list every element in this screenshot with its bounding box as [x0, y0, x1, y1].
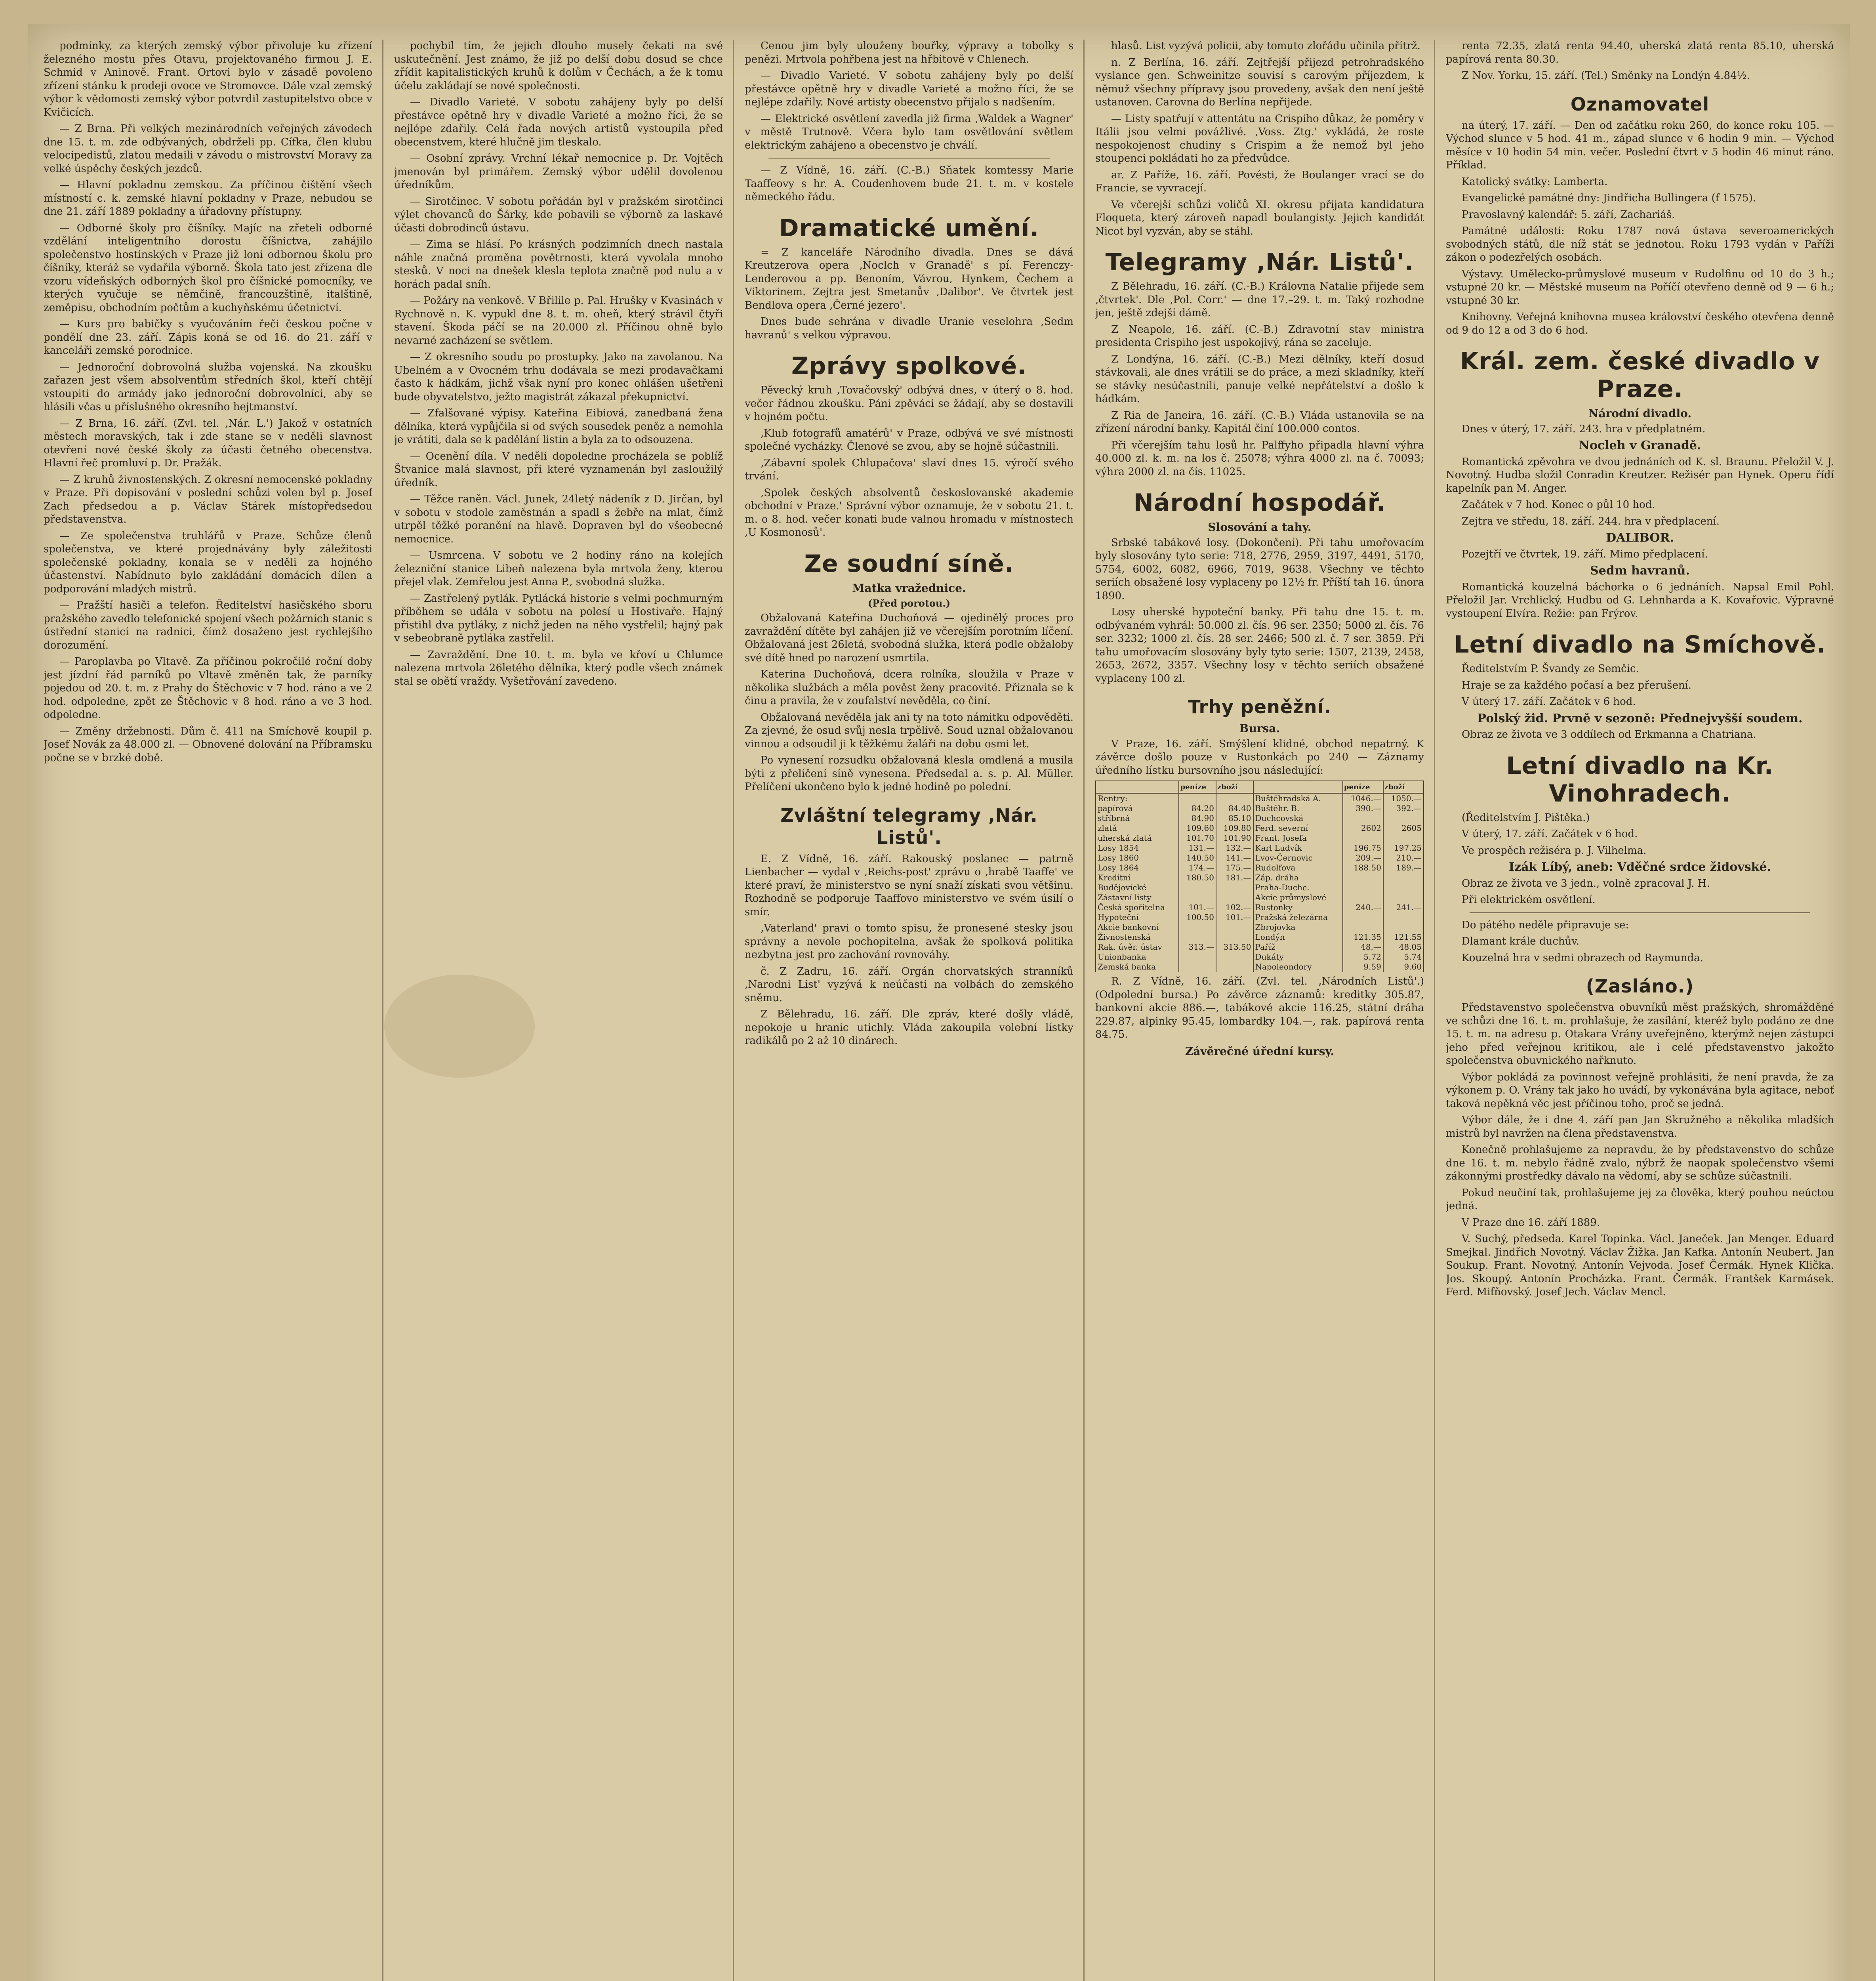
table-cell	[1343, 833, 1383, 843]
theatre-line: Do pátého neděle připravuje se:	[1462, 919, 1629, 931]
theatre-line: Ředitelstvím P. Švandy ze Semčic.	[1462, 663, 1639, 675]
table-cell: Losy 1854	[1096, 843, 1179, 853]
table-cell: 48.05	[1383, 942, 1424, 952]
vienna-exchange: R. Z Vídně, 16. září. (Zvl. tel. ‚Národních Listů'.) (Odpolední bursa.) Po závěrce záznamů: kreditky 305.87, bankovní akcie 886.—, tabákové akcie 116.25, státní dráha 229.87, alpinky 95.45, lombardky 104.—, rak. papírová renta 84.75.	[1095, 975, 1424, 1040]
table-cell: Unionbanka	[1096, 952, 1179, 962]
table-cell: 313.50	[1216, 942, 1253, 952]
article-paragraph: = Z kanceláře Národního divadla. Dnes se dává Kreutzerova opera ‚Noclch v Granadě' s pí. Ferenczy-Lenderovou a pp. Benoním, Vávrou, Hynkem, Čechem a Viktorinem. Zejtra jest Smetanův ‚Dalibor'. Ve čtvrtek jest Bendlova opera ‚Černé jezero'.	[745, 246, 1073, 311]
section-title-zvlastni: Zvláštní telegramy ‚Nár. Listů'.	[780, 804, 1038, 848]
table-cell: 131.—	[1179, 843, 1216, 853]
table-cell: 181.—	[1216, 873, 1253, 883]
table-cell	[1179, 922, 1216, 932]
article-paragraph: Katerina Duchoňová, dcera rolníka, sloužila v Praze v několika službách a měla pověst ženy pracovité. Přiznala se k činu a pravila, že v zoufalství nevěděla, co činí.	[745, 668, 1073, 707]
article-paragraph: — Listy spatřují v attentátu na Crispiho důkaz, že poměry v Itálii jsou velmi povážlivé. ‚Voss. Ztg.' vykládá, že roste nespokojenost chudiny s Crispim a že nemož byl jeho stoupenci pokládati ho za předvůdce.	[1095, 113, 1424, 164]
table-row	[1096, 893, 1424, 903]
table-cell: 196.75	[1343, 843, 1383, 853]
section-subtitle: Slosování a tahy.	[1208, 521, 1312, 534]
table-cell: 9.59	[1343, 962, 1383, 972]
article-paragraph: podmínky, za kterých zemský výbor přivoluje ku zřízení železného mostu přes Otavu, projektovaného firmou J. E. Schmid v Aninově. Frant. Ortovi bylo v zásadě povoleno zřízení stánku k prodeji ovoce ve Stromovce. Dále vzal zemský výbor k vědomosti zemský výbor potvrdil zastupitelstvo obce v Kvičicích.	[44, 40, 372, 118]
article-paragraph: — Divadlo Varieté. V sobotu zahájeny byly po delší přestávce opětně hry v divadle Varieté a možno říci, že se nejlépe zdařily. Celá řada nových artistů vystoupila před obecenstvem, které hlučně jim tleskalo.	[394, 96, 723, 148]
telegram-paragraph: Při včerejším tahu losů hr. Palffyho připadla hlavní výhra 40.000 zl. k. m. na los č. 25078; výhra 4000 zl. na č. 70093; výhra 2000 zl. na čís. 11025.	[1095, 439, 1424, 478]
table-cell: Buštěhr. B.	[1253, 803, 1343, 813]
theatre-title-vinohrady: Letní divadlo na Kr. Vinohradech.	[1506, 752, 1774, 807]
notice-paragraph: Výstavy. Umělecko-průmyslové museum v Rudolfinu od 10 do 3 h.; vstupné 20 kr. — Městské museum na Poříčí otevřeno denně od 9 — 6 h.; vstupné 30 kr.	[1446, 268, 1834, 307]
table-cell: 209.—	[1343, 853, 1383, 863]
table-cell: 175.—	[1216, 863, 1253, 873]
table-row	[1096, 922, 1424, 932]
table-cell: 5.72	[1343, 952, 1383, 962]
table-cell: papírová	[1096, 803, 1179, 813]
notice-paragraph: Knihovny. Veřejná knihovna musea království českého otevřena denně od 9 do 12 a od 3 do 6 hod.	[1446, 311, 1834, 336]
table-row	[1096, 912, 1424, 922]
theatre-line: Sedm havranů.	[1590, 564, 1690, 578]
table-cell: uherská zlatá	[1096, 833, 1179, 843]
table-cell: Napoleondory	[1253, 962, 1343, 972]
table-cell: 2602	[1343, 823, 1383, 833]
table-cell	[1216, 893, 1253, 903]
bursa-text: V Praze, 16. září. Smýšlení klidné, obchod nepatrný. K závěrce došlo pouze v Rustonkách po 240 — Záznamy úředního lístku bursovního jsou následující:	[1095, 738, 1424, 777]
table-cell: Pražská železárna	[1253, 912, 1343, 922]
article-paragraph: n. Z Berlína, 16. září. Zejtřejší přijezd petrohradského vyslance gen. Schweinitze souvisí s carovým příjezdem, k němuž všechny přípravy jsou provedeny, avšak den není ještě ustanoven. Carovna do Berlína nepřijede.	[1095, 56, 1424, 108]
exchange-table	[1095, 781, 1424, 972]
table-header: peníze	[1179, 781, 1216, 793]
table-cell: 240.—	[1343, 903, 1383, 912]
table-row	[1096, 942, 1424, 952]
column-rule	[1434, 40, 1435, 1981]
table-cell: 121.35	[1343, 932, 1383, 942]
table-cell: Budějovické	[1096, 883, 1179, 893]
table-cell: 197.25	[1383, 843, 1424, 853]
article-paragraph: — Těžce raněn. Václ. Junek, 24letý nádeník z D. Jirčan, byl v sobotu v stodole zaměstnán a spadl s žebře na mlat, čímž utrpěl těžké poranění na hlavě. Dopraven byl do všeobecné nemocnice.	[394, 493, 723, 545]
theatre-line: Obraz ze života ve 3 oddílech od Erkmanna a Chatriana.	[1462, 729, 1756, 740]
table-row	[1096, 883, 1424, 893]
theatre-line: Kouzelná hra v sedmi obrazech od Raymunda.	[1462, 952, 1703, 964]
article-paragraph: — Osobní zprávy. Vrchní lékař nemocnice p. Dr. Vojtěch jmenován byl primářem. Zemský výbor udělil dovolenou úředníkům.	[394, 153, 723, 191]
article-paragraph: hlasů. List vyzývá policii, aby tomuto zlořádu učinila přítrž.	[1111, 40, 1420, 52]
table-cell	[1383, 813, 1424, 823]
table-row	[1096, 962, 1424, 972]
theatre-title-smichov: Letní divadlo na Smíchově.	[1454, 631, 1826, 658]
table-cell: Zemská banka	[1096, 962, 1179, 972]
table-cell: Rustonky	[1253, 903, 1343, 912]
table-cell	[1383, 912, 1424, 922]
article-paragraph: — Zfalšované výpisy. Kateřina Eibiová, zanedbaná žena dělníka, která vypůjčila si od svých sousedek peněz a nemohla je vrátiti, dala se k padělání listin a byla za to odsouzena.	[394, 407, 723, 446]
theatre-line: Zejtra ve středu, 18. září. 244. hra v předplacení.	[1462, 515, 1720, 527]
table-cell: Praha-Duchc.	[1253, 883, 1343, 893]
article-paragraph: — Hlavní pokladnu zemskou. Za příčinou čištění všech místností c. k. zemské hlavní pokladny v Praze, nebudou se dne 21. září 1889 pokladny a úřadovny přístupny.	[44, 179, 372, 218]
column-5	[1446, 40, 1834, 1981]
article-note: (Před porotou.)	[867, 597, 951, 609]
table-cell: Dukáty	[1253, 952, 1343, 962]
article-paragraph: — Zastřelený pytlák. Pytlácká historie s velmi pochmurným příběhem se udála v sobotu na polesí u Hostivaře. Hajný přistihl dva pytláky, z nichž jeden na něho vystřelil; hajný pak v sebeobraně pytláka zastřelil.	[394, 592, 723, 644]
theatre-line: Dnes v úterý, 17. září. 243. hra v předplatném.	[1462, 423, 1706, 435]
article-paragraph: — Z Brna. Při velkých mezinárodních veřejných závodech dne 15. t. m. zde odbývaných, obdrželi pp. Cífka, člen klubu velocipedistů, zlatou medaili v závodu o mistrovství Moravy za velké úspěchy českých jezdců.	[44, 123, 372, 175]
article-paragraph: Pěvecký kruh ‚Tovačovský' odbývá dnes, v úterý o 8. hod. večer řádnou zkoušku. Páni zpěváci se žádají, aby se dostavili v hojném počtu.	[745, 384, 1073, 423]
table-cell: 48.—	[1343, 942, 1383, 952]
article-paragraph: — Pražští hasiči a telefon. Ředitelství hasičského sboru pražského zavedlo telefonické spojení všech požárních stanic s ústřední stanicí na radnici, čímž dosaženo jest rychlejšího dorozumění.	[44, 599, 372, 651]
notice-paragraph: na úterý, 17. září. — Den od začátku roku 260, do konce roku 105. — Východ slunce v 5 hod. 41 m., západ slunce v 6 hodin 9 min. — Východ měsíce v 10 hodin 54 min. večer. Poslední čtvrt v 5 hodin 46 minut ráno. Příklad.	[1446, 119, 1834, 171]
table-cell	[1179, 883, 1216, 893]
telegram-paragraph: ‚Vaterland' pravi o tomto spisu, že pronesené stesky jsou správny a nevole pochopitelna, avšak že spolková politika nezbytna jest pro zachování rovnováhy.	[745, 922, 1073, 961]
table-cell	[1216, 793, 1253, 803]
table-cell	[1179, 932, 1216, 942]
article-paragraph: Ve včerejší schůzi voličů XI. okresu přijata kandidatura Floqueta, který zároveň napadl boulangisty. Jejich kandidát Nicot byl vyzván, aby se stáhl.	[1095, 198, 1424, 237]
theatre-line: Romantická zpěvohra ve dvou jednáních od K. sl. Braunu. Přeložil V. J. Novotný. Hudba složil Conradin Kreutzer. Režisér pan Hynek. Operu řídí kapelník pan M. Anger.	[1446, 456, 1834, 494]
vienna-note: — Z Vídně, 16. září. (C.-B.) Sňatek komtessy Marie Taaffeovy s hr. A. Coudenhovem bude 21. t. m. v kostele německého řádu.	[745, 164, 1073, 203]
column-3	[745, 40, 1073, 1981]
table-cell: 102.—	[1216, 903, 1253, 912]
table-cell: 109.60	[1179, 823, 1216, 833]
table-cell: Londýn	[1253, 932, 1343, 942]
table-cell	[1343, 883, 1383, 893]
table-cell	[1216, 932, 1253, 942]
table-cell: 84.90	[1179, 813, 1216, 823]
table-cell	[1343, 912, 1383, 922]
article-paragraph: Obžalovaná Kateřina Duchoňová — ojedinělý proces pro zavraždění dítěte byl zahájen již ve včerejším porotním líčení. Obžalovaná jest 26letá, svobodná služka, která podle obžaloby své dítě hned po narození usmrtila.	[745, 612, 1073, 664]
table-cell: 84.40	[1216, 803, 1253, 813]
table-cell: 188.50	[1343, 863, 1383, 873]
article-paragraph: — Jednoroční dobrovolná služba vojenská. Na zkoušku zařazen jest všem absolventům středních škol, kteří chtějí vstoupiti do armády jako jednoroční dobrovolníci, aby se hlásili včas u příslušného okresního hejtmanství.	[44, 361, 372, 413]
article-paragraph: — Sirotčinec. V sobotu pořádán byl v pražském sirotčinci výlet chovanců do Šárky, kde pobavili se výborně za laskavé účasti dobrodinců ústavu.	[394, 195, 723, 234]
article-paragraph: — Z Brna, 16. září. (Zvl. tel. ‚Nár. L.') Jakož v ostatních městech moravských, tak i zde stane se v neděli slavnost otevření nové české školy za účasti četného obecenstva. Hlavní řeč promluví p. Dr. Pražák.	[44, 417, 372, 469]
table-cell: Rudolfova	[1253, 863, 1343, 873]
article-paragraph: — Usmrcena. V sobotu ve 2 hodiny ráno na kolejích železniční stanice Libeň nalezena byla mrtvola ženy, kterou přejel vlak. Zemřelou jest Anna P., svobodná služka.	[394, 550, 723, 588]
table-header: zboží	[1216, 781, 1253, 793]
table-cell: stříbrná	[1096, 813, 1179, 823]
table-cell: Buštěhradská A.	[1253, 793, 1343, 803]
table-cell	[1216, 952, 1253, 962]
table-row	[1096, 803, 1424, 813]
newspaper-page	[28, 24, 1850, 1981]
table-cell: 5.74	[1383, 952, 1424, 962]
article-paragraph: ‚Klub fotografů amatérů' v Praze, odbývá ve své místnosti společné vycházky. Členové se zvou, aby se hojně súčastnili.	[745, 427, 1073, 452]
column-rule	[733, 40, 734, 1981]
table-cell: 189.—	[1383, 863, 1424, 873]
table-cell: Zástavní listy	[1096, 893, 1179, 903]
table-cell	[1343, 813, 1383, 823]
notice-paragraph: Pravoslavný kalendář: 5. září, Zachariáš.	[1462, 208, 1675, 221]
table-cell: 392.—	[1383, 803, 1424, 813]
table-cell: 180.50	[1179, 873, 1216, 883]
table-row	[1096, 903, 1424, 912]
table-cell	[1383, 922, 1424, 932]
table-cell: 390.—	[1343, 803, 1383, 813]
column-4	[1095, 40, 1424, 1981]
table-row	[1096, 952, 1424, 962]
table-cell	[1343, 893, 1383, 903]
table-cell	[1343, 922, 1383, 932]
article-paragraph: — Z kruhů živnostenských. Z okresní nemocenské pokladny v Praze. Při dopisování v poslední schůzi volen byl p. Josef Zach předsedou a p. Václav Stárek místopředsedou představenstva.	[44, 473, 372, 525]
column-2	[394, 40, 723, 1981]
article-paragraph: — Požáry na venkově. V Břilile p. Pal. Hrušky v Kvasinách v Rychnově n. K. vypukl dne 8. t. m. oheň, který strávil čtyři stavení. Škoda páčí se na 20.000 zl. Příčinou ohně bylo nevarné zacházení se světlem.	[394, 295, 723, 347]
article-paragraph: pochybil tím, že jejich dlouho musely čekati na své uskutečnění. Jest známo, že již po delší dobu dosud se chce zřídit kapitalistických kruhů k dolům v Čechách, a že k tomu účelu zakládají se nové společnosti.	[394, 40, 723, 92]
table-cell: Duchcovská	[1253, 813, 1343, 823]
theatre-line: (Ředitelstvím J. Pištěka.)	[1462, 811, 1590, 824]
theatre-line: Začátek v 7 hod. Konec o půl 10 hod.	[1462, 499, 1655, 511]
table-cell: Živnostenská	[1096, 932, 1179, 942]
table-cell: Zbrojovka	[1253, 922, 1343, 932]
section-title-spolky: Zprávy spolkové.	[791, 352, 1027, 380]
table-cell: 85.10	[1216, 813, 1253, 823]
table-cell: Losy 1860	[1096, 853, 1179, 863]
theatre-line: Dlamant krále duchův.	[1462, 935, 1580, 947]
theatre-line: Při elektrickém osvětlení.	[1462, 894, 1596, 906]
table-cell: 101.—	[1216, 912, 1253, 922]
table-cell: Akcie průmyslové	[1253, 893, 1343, 903]
notice-paragraph: Evangelické památné dny: Jindřicha Bullingera (f 1575).	[1462, 192, 1756, 204]
notice-paragraph: Katolický svátky: Lamberta.	[1462, 176, 1608, 188]
article-paragraph: — Paroplavba po Vltavě. Za příčinou pokročilé roční doby jest jízdní řád parníků po Vltavě změněn tak, že parníky pojedou od 20. t. m. z Prahy do Štěchovic v 7 hod. ráno a ve 2 hod. odpoledne, zpět ze Štěchovic v 8 hod. ráno a ve 3 hod. odpoledne.	[44, 656, 372, 721]
section-title-telegramy: Telegramy ‚Nár. Listů'.	[1105, 248, 1414, 276]
table-cell: 210.—	[1383, 853, 1424, 863]
table-row	[1096, 843, 1424, 853]
section-title-oznamovatel: Oznamovatel	[1570, 93, 1710, 115]
article-paragraph: ‚Spolek českých absolventů českoslovanské akademie obchodní v Praze.' Správní výbor oznamuje, že v sobotu 21. t. m. o 8. hod. večer konati bude valnou hromadu v místnostech ‚U Kosmonosů'.	[745, 487, 1073, 538]
telegram-paragraph: Z Londýna, 16. září. (C.-B.) Mezi dělníky, kteří dosud stávkovali, ale dnes vrátili se do práce, a mezi skladníky, kteří se stávky nesúčastnili, panuje velké nepřátelství a došlo k hádkám.	[1095, 353, 1424, 405]
article-paragraph: — Změny držebnosti. Dům č. 411 na Smíchově koupil p. Josef Novák za 48.000 zl. — Obnovené dolování na Příbramsku počne se v brzké době.	[44, 725, 372, 764]
telegram-paragraph: Z Bělehradu, 16. září. (C.-B.) Královna Natalie přijede sem ‚čtvrtek'. Dle ‚Pol. Corr.' — dne 17.–29. t. m. Taký rozhodne jen, ještě zdejší dámě.	[1095, 281, 1424, 319]
article-paragraph: — Elektrické osvětlení zavedla již firma ‚Waldek a Wagner' v městě Trutnově. Včera bylo tam osvětlování světlem elektrickým zahájeno a obecenstvo je chválí.	[745, 113, 1073, 151]
section-subtitle: Bursa.	[1239, 722, 1280, 735]
statement-paragraph: Pokud neučiní tak, prohlašujeme jej za člověka, který pouhou neúctou jedná.	[1446, 1187, 1834, 1212]
telegram-paragraph: Z Bělehradu, 16. září. Dle zpráv, které došly vládě, nepokoje u hranic utichly. Vláda zakoupila volební lístky radikálů po 2 až 10 dinárech.	[745, 1008, 1073, 1047]
table-cell: 241.—	[1383, 903, 1424, 912]
article-paragraph: Obžalovaná nevěděla jak ani ty na toto námitku odpověděti. Za zjevné, že osud svůj nesla trpělivě. Soud uznal obžalovanou vinnou a odsoudil ji k těžkému žaláři na dobu osmi let.	[745, 711, 1073, 750]
article-paragraph: — Divadlo Varieté. V sobotu zahájeny byly po delší přestávce opětně hry v divadle Varieté a možno říci, že se nejlépe zdařily. Nové artisty obecenstvo přijalo s nadšením.	[745, 70, 1073, 108]
table-cell: Paříž	[1253, 942, 1343, 952]
table-cell: Záp. dráha	[1253, 873, 1343, 883]
table-cell: Karl Ludvík	[1253, 843, 1343, 853]
article-paragraph: Losy uherské hypoteční banky. Při tahu dne 15. t. m. odbývaném vyhrál: 50.000 zl. čís. 96 ser. 2350; 5000 zl. čís. 76 ser. 3232; 1000 zl. čís. 28 ser. 2466; 500 zl. č. 7 ser. 3859. Při tahu umořovacím slosovány byly tyto serie: 1507, 2139, 2458, 2653, 2672, 3357. Všechny losy v těchto seriích obsažené vyplaceny 100 zl.	[1095, 606, 1424, 685]
table-cell: 1050.—	[1383, 793, 1424, 803]
section-subtitle: Závěrečné úřední kursy.	[1185, 1044, 1335, 1058]
article-paragraph: Srbské tabákové losy. (Dokončení). Při tahu umořovacím byly slosovány tyto serie: 718, 2776, 2959, 3197, 4491, 5170, 5754, 6002, 6082, 6966, 7019, 9638. Všechny ve těchto seriích obsažené losy vyplaceny po 12½ fr. Příští tah 16. února 1890.	[1095, 536, 1424, 602]
table-cell	[1179, 793, 1216, 803]
table-cell: Rentry:	[1096, 793, 1179, 803]
column-rule	[1083, 40, 1085, 1981]
article-paragraph: Po vynesení rozsudku obžalovaná klesla omdlená a musila býti z přelíčení síně vynesena. Předsedal a. s. p. Al. Müller. Přelíčení ukončeno bylo k jedné hodině po polední.	[745, 754, 1073, 793]
telegram-paragraph: č. Z Zadru, 16. září. Orgán chorvatských stranníků ‚Narodni List' vyzývá k neúčasti na volbách do zemského sněmu.	[745, 965, 1073, 1004]
article-paragraph: Cenou jim byly ulouženy bouřky, výpravy a tobolky s penězi. Mrtvola pohřbena jest na hřbitově v Chlenech.	[745, 40, 1073, 65]
table-cell: Česká spořitelna	[1096, 903, 1179, 912]
table-cell	[1216, 962, 1253, 972]
table-cell	[1383, 893, 1424, 903]
table-cell: 132.—	[1216, 843, 1253, 853]
table-cell: Ferd. severní	[1253, 823, 1343, 833]
table-cell: Frant. Josefa	[1253, 833, 1343, 843]
table-cell	[1216, 922, 1253, 932]
statement-paragraph: V Praze dne 16. září 1889.	[1462, 1216, 1600, 1229]
section-title-trhy: Trhy peněžní.	[1188, 696, 1331, 718]
table-row	[1096, 833, 1424, 843]
table-cell: 101.90	[1216, 833, 1253, 843]
table-header	[1253, 781, 1343, 793]
theatre-line: Romantická kouzelná báchorka o 6 jednáních. Napsal Emil Pohl. Přeložil Jar. Vrchlický. Hudbu od G. Lehnharda a K. Kovařovic. Výpravné vystoupení Elvíra. Režie: pan Frýrov.	[1446, 581, 1834, 620]
table-row	[1096, 932, 1424, 942]
telegram-paragraph: Z Neapole, 16. září. (C.-B.) Zdravotní stav ministra presidenta Crispiho jest uspokojivý, rána se zaceluje.	[1095, 323, 1424, 349]
theatre-line: DALIBOR.	[1606, 531, 1674, 545]
theatre-line: V úterý, 17. září. Začátek v 6 hod.	[1462, 828, 1638, 840]
table-cell: 121.55	[1383, 932, 1424, 942]
table-cell	[1383, 883, 1424, 893]
table-cell: 313.—	[1179, 942, 1216, 952]
article-paragraph: — Ocenění díla. V neděli dopoledne procházela se poblíž Štvanice malá slavnost, při které vyznamenán byl zasloužilý úředník.	[394, 450, 723, 489]
article-paragraph: ‚Zábavní spolek Chlupačova' slaví dnes 15. výročí svého trvání.	[745, 457, 1073, 482]
column-1	[44, 40, 372, 1981]
table-header: peníze	[1343, 781, 1383, 793]
separator	[1470, 912, 1810, 913]
theatre-subtitle: Národní divadlo.	[1588, 407, 1692, 420]
table-cell: Hypoteční	[1096, 912, 1179, 922]
table-cell	[1179, 893, 1216, 903]
theatre-title-national: Král. zem. české divadlo v Praze.	[1460, 347, 1820, 403]
table-cell: Kreditní	[1096, 873, 1179, 883]
table-cell: 101.—	[1179, 903, 1216, 912]
table-cell: Losy 1864	[1096, 863, 1179, 873]
table-cell: 101.70	[1179, 833, 1216, 843]
statement-paragraph: V. Suchý, předseda. Karel Topinka. Václ. Janeček. Jan Menger. Eduard Smejkal. Jindřich Novotný. Václav Žižka. Jan Kafka. Antonín Neubert. Jan Soukup. Frant. Novotný. Antonín Vejvoda. Josef Čermák. Hynek Klička. Jos. Skoupý. Antonín Procházka. Frant. Čermák. Frantšek Karmásek. Ferd. Mifňovský. Josef Jech. Václav Mencl.	[1446, 1233, 1834, 1298]
article-paragraph: — Ze společenstva truhlářů v Praze. Schůze členů společenstva, ve které projednávány byly záležitosti společenské pokladny, konala se v neděli za hojného účastenství. Nabídnuto bylo zakládání domácích dílen a podporování mladých mistrů.	[44, 530, 372, 595]
section-title-dramatic: Dramatické umění.	[779, 214, 1039, 242]
theatre-line: Ve prospěch režiséra p. J. Vilhelma.	[1462, 844, 1647, 857]
table-row	[1096, 813, 1424, 823]
statement-paragraph: Představenstvo společenstva obuvníků měst pražských, shromážděné ve schůzi dne 16. t. m. prohlašuje, že zasílání, kteréž bylo podáno ze dne 15. t. m. na adresu p. Otakara Vrány uveřejněno, kterýmž nejen zástupci jeho před veřejnou kritikou, ale i celé představenstvo jakožto společenstva obuvnického nařknuto.	[1446, 1002, 1834, 1067]
theatre-line: Hraje se za každého počasí a bez přerušení.	[1462, 679, 1692, 691]
theatre-line: Polský žid. Prvně v sezoně: Přednejvyšší soudem.	[1477, 711, 1803, 725]
table-row	[1096, 793, 1424, 803]
telegram-paragraph: Z Ria de Janeira, 16. září. (C.-B.) Vláda ustanovila se na zřízení národní banky. Kapitál činí 100.000 contos.	[1095, 409, 1424, 435]
article-paragraph: Z Nov. Yorku, 15. září. (Tel.) Směnky na Londýn 4.84½.	[1462, 70, 1750, 82]
table-row	[1096, 873, 1424, 883]
table-row	[1096, 853, 1424, 863]
table-cell	[1343, 873, 1383, 883]
table-cell: 141.—	[1216, 853, 1253, 863]
table-header	[1096, 781, 1179, 793]
section-title-hospodar: Národní hospodář.	[1133, 489, 1386, 517]
statement-paragraph: Výbor dále, že i dne 4. září pan Jan Skružného a několika mladších mistrů byl navržen na člena představenstva.	[1446, 1114, 1834, 1139]
table-cell: 9.60	[1383, 962, 1424, 972]
theatre-line: Nocleh v Granadě.	[1579, 439, 1701, 452]
table-row	[1096, 823, 1424, 833]
article-subtitle: Matka vražednice.	[852, 581, 966, 595]
table-cell: 100.50	[1179, 912, 1216, 922]
article-paragraph: — Zima se hlásí. Po krásných podzimních dnech nastala náhle značná proměna povětrnosti, která vyvolala mnoho stesků. V noci na dnešek klesla teplota značně pod nulu a v horách padal sníh.	[394, 239, 723, 290]
table-cell: 109.80	[1216, 823, 1253, 833]
table-cell: Rak. úvěr. ústav	[1096, 942, 1179, 952]
table-row	[1096, 863, 1424, 873]
notice-paragraph: Památné události: Roku 1787 nová ústava severoamerických svobodných států, dle níž stát se jednotou. Roku 1793 vydán v Paříži zákon o podezřelých osobách.	[1446, 225, 1834, 263]
article-paragraph: renta 72.35, zlatá renta 94.40, uherská zlatá renta 85.10, uherská papírová renta 80.30.	[1446, 40, 1834, 65]
column-rule	[382, 40, 383, 1981]
table-cell: 174.—	[1179, 863, 1216, 873]
table-cell: 84.20	[1179, 803, 1216, 813]
table-cell: 1046.—	[1343, 793, 1383, 803]
section-title-zaslano: (Zasláno.)	[1586, 975, 1694, 997]
table-cell: 140.50	[1179, 853, 1216, 863]
table-cell: zlatá	[1096, 823, 1179, 833]
statement-paragraph: Konečně prohlašujeme za nepravdu, že by představenstvo do schůze dne 16. t. m. nebylo řádně zvalo, nýbrž že naopak společenstvo všemi zákonnými prostředky dávalo na vědomí, aby se schůze súčastnili.	[1446, 1144, 1834, 1182]
theatre-line: Pozejtří ve čtvrtek, 19. září. Mimo předplacení.	[1462, 548, 1708, 560]
table-cell	[1383, 833, 1424, 843]
section-title-soud: Ze soudní síně.	[804, 550, 1014, 578]
article-paragraph: — Kurs pro babičky s vyučováním řeči českou počne v pondělí dne 23. září. Zápis koná se od 16. do 21. září v kanceláři zemské porodnice.	[44, 318, 372, 357]
article-paragraph: — Odborné školy pro číšníky. Majíc na zřeteli odborné vzdělání inteligentního dorostu číšnictva, zahájilo společenstvo hostinských v Praze již loni odbornou školu pro číšníky, kteráž se vydařila výborně. Škola tato jest zřízena dle vzoru vídeňských odborných škol pro číšnické pomocníky, ve kterých vyučuje se němčině, francouzštině, italštině, zeměpisu, obchodním počtům a kuchyňskému účetnictví.	[44, 222, 372, 314]
table-cell	[1179, 952, 1216, 962]
telegram-paragraph: E. Z Vídně, 16. září. Rakouský poslanec — patrně Lienbacher — vydal v ‚Reichs-post' zprávu o ‚hrabě Taaffe' ve které praví, že ministerstvo se nyní snaží získati svou většinu. Rozhodně se podporuje Taaffovo ministerstvo ve svém úsilí o smír.	[745, 853, 1073, 918]
theatre-line: Obraz ze života ve 3 jedn., volně zpracoval J. H.	[1462, 877, 1710, 889]
table-cell	[1383, 873, 1424, 883]
table-cell: Lvov-Černovic	[1253, 853, 1343, 863]
theatre-line: V úterý 17. září. Začátek v 6 hod.	[1462, 696, 1636, 708]
table-header: zboží	[1383, 781, 1424, 793]
table-cell	[1179, 962, 1216, 972]
table-cell	[1216, 883, 1253, 893]
article-paragraph: Dnes bude sehrána v divadle Uranie veselohra ‚Sedm havranů' s velkou výpravou.	[745, 316, 1073, 341]
statement-paragraph: Výbor pokládá za povinnost veřejně prohlásiti, že není pravda, že za výkonem p. O. Vrány tak jako ho uvádí, by vykonávána byla agitace, neboť taková nepěkná věc jest příčinou toho, proč se jedná.	[1446, 1071, 1834, 1110]
theatre-line: Izák Líbý, aneb: Vděčné srdce židovské.	[1509, 860, 1771, 874]
table-cell: Akcie bankovní	[1096, 922, 1179, 932]
article-paragraph: ar. Z Paříže, 16. září. Povésti, že Boulanger vrací se do Francie, se vyvracejí.	[1095, 169, 1424, 194]
article-paragraph: — Zavraždění. Dne 10. t. m. byla ve křoví u Chlumce nalezena mrtvola 26letého dělníka, který podle všech známek stal se obětí vraždy. Vyšetřování zavedeno.	[394, 649, 723, 687]
table-cell: 2605	[1383, 823, 1424, 833]
article-paragraph: — Z okresního soudu po prostupky. Jako na zavolanou. Na Ubelném a v Ovocném trhu dodávala se mezi prodavačkami často k hádkám, jichž však nyní pro konec ohlášen ušetřeni bude obyvatelstvo, ježto magistrát zákazal překupnictví.	[394, 351, 723, 403]
